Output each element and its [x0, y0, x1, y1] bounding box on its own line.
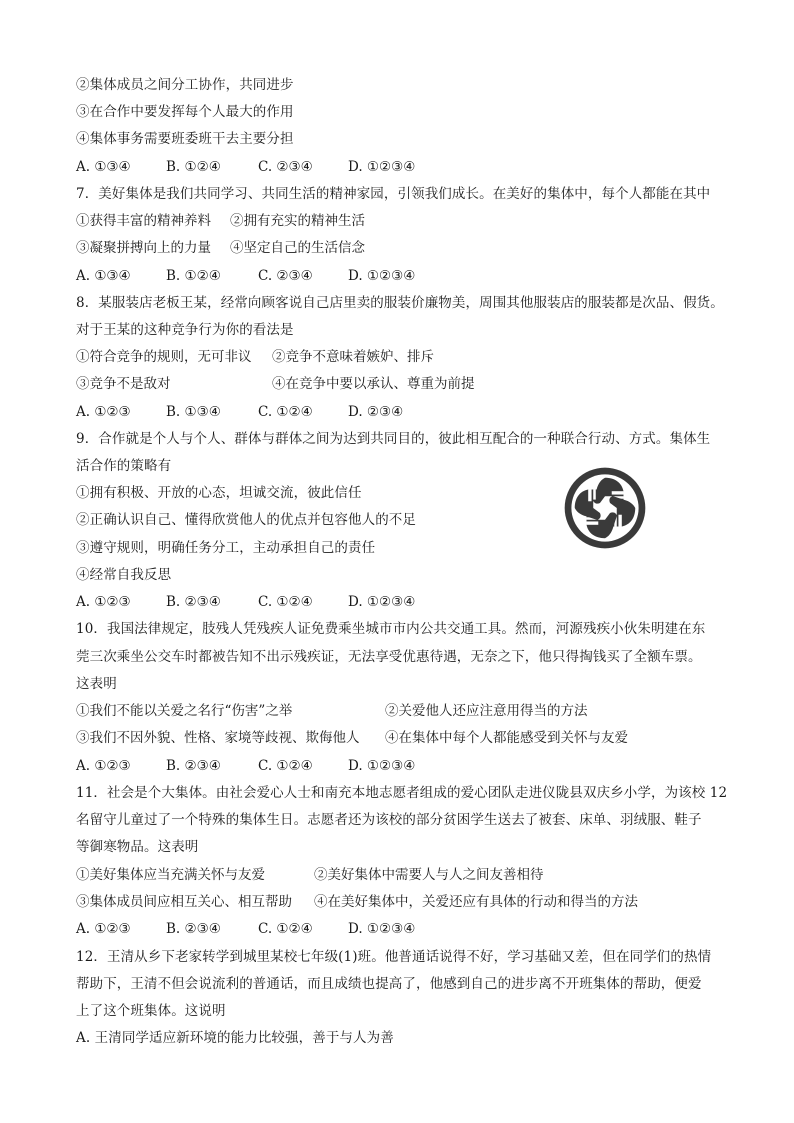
q7-stem: 7．美好集体是我们共同学习、共同生活的精神家园，引领我们成长。在美好的集体中，每个人都能在其中: [76, 186, 711, 202]
q10-option-d: D. ①②③④: [348, 758, 416, 774]
q9-stem-line-2: 活合作的策略有: [76, 458, 172, 474]
q11-stem-line-3: 等御寒物品。这表明: [76, 839, 199, 855]
q8-statement-4: ④在竞争中要以承认、尊重为前提: [272, 376, 475, 392]
q11-option-b: B. ②③④: [166, 921, 221, 937]
q8-statement-3: ③竞争不是敌对: [76, 376, 171, 392]
q10-option-c: C. ①②④: [258, 758, 313, 774]
q7-statement-2: ②拥有充实的精神生活: [230, 213, 365, 229]
q9-option-b: B. ②③④: [166, 594, 221, 610]
q10-statement-1: ①我们不能以关爱之名行“伤害”之举: [76, 703, 293, 719]
q7-option-d: D. ①②③④: [348, 268, 416, 284]
q9-stem-line-1: 9．合作就是个人与个人、群体与群体之间为达到共同目的，彼此相互配合的一种联合行动、方式。集体生: [76, 431, 711, 447]
q11-statement-4: ④在美好集体中，关爱还应有具体的行动和得当的方法: [314, 894, 638, 910]
q8-statement-1: ①符合竞争的规则，无可非议: [76, 349, 252, 365]
q10-stem-line-3: 这表明: [76, 676, 117, 692]
q10-stem-line-1: 10．我国法律规定，肢残人凭残疾人证免费乘坐城市市内公共交通工具。然而，河源残疾小伙朱明建在东: [76, 621, 706, 637]
q12-stem-line-1: 12．王清从乡下老家转学到城里某校七年级(1)班。他普通话说得不好，学习基础又差，但在同学们的热情: [76, 949, 712, 965]
q11-stem-line-2: 名留守儿童过了一个特殊的集体生日。志愿者还为该校的部分贫困学生送去了被套、床单、羽绒服、鞋子: [76, 812, 702, 828]
q8-stem-line-2: 对于王某的这种竞争行为你的看法是: [76, 322, 294, 338]
q12-option-a: A. 王清同学适应新环境的能力比较强，善于与人为善: [76, 1030, 394, 1046]
cooperation-hands-icon: [563, 466, 647, 550]
q7-option-c: C. ②③④: [258, 268, 313, 284]
q9-option-c: C. ①②④: [258, 594, 313, 610]
q10-stem-line-2: 莞三次乘坐公交车时都被告知不出示残疾证，无法享受优惠待遇，无奈之下，他只得掏钱买了全额车票。: [76, 649, 702, 665]
q10-statement-2: ②关爱他人还应注意用得当的方法: [385, 703, 588, 719]
q9-statement-4: ④经常自我反思: [76, 567, 172, 583]
q11-stem-line-1: 11．社会是个大集体。由社会爱心人士和南充本地志愿者组成的爱心团队走进仪陇县双庆乡小学，为该校 12: [76, 785, 728, 801]
q11-statement-2: ②美好集体中需要人与人之间友善相待: [314, 867, 544, 883]
q9-option-d: D. ①②③④: [348, 594, 416, 610]
q6-option-c: C. ②③④: [258, 159, 313, 175]
q7-statement-1: ①获得丰富的精神养料: [76, 213, 211, 229]
q6-option-a: A. ①③④: [76, 159, 131, 175]
q9-option-a: A. ①②③: [76, 594, 131, 610]
q8-stem-line-1: 8．某服装店老板王某，经常向顾客说自己店里卖的服装价廉物美，周围其他服装店的服装都是次品、假货。: [76, 295, 724, 311]
q11-option-d: D. ①②③④: [348, 921, 416, 937]
q6-statement-4: ④集体事务需要班委班干去主要分担: [76, 131, 294, 147]
q8-option-a: A. ①②③: [76, 404, 131, 420]
q9-statement-1: ①拥有积极、开放的心态，坦诚交流，彼此信任: [76, 485, 362, 501]
q11-statement-3: ③集体成员间应相互关心、相互帮助: [76, 894, 292, 910]
q6-statement-2: ②集体成员之间分工协作，共同进步: [76, 77, 294, 93]
q6-option-b: B. ①②④: [166, 159, 221, 175]
q6-statement-3: ③在合作中要发挥每个人最大的作用: [76, 104, 294, 120]
q8-statement-2: ②竞争不意味着嫉妒、排斥: [272, 349, 434, 365]
q8-option-c: C. ①②④: [258, 404, 313, 420]
q12-stem-line-3: 上了这个班集体。这说明: [76, 1003, 226, 1019]
q10-statement-3: ③我们不因外貌、性格、家境等歧视、欺侮他人: [76, 730, 360, 746]
q9-statement-2: ②正确认识自己、懂得欣赏他人的优点并包容他人的不足: [76, 512, 416, 528]
q8-option-b: B. ①③④: [166, 404, 221, 420]
q8-option-d: D. ②③④: [348, 404, 404, 420]
q11-option-c: C. ①②④: [258, 921, 313, 937]
q11-statement-1: ①美好集体应当充满关怀与友爱: [76, 867, 265, 883]
q11-option-a: A. ①②③: [76, 921, 131, 937]
q6-option-d: D. ①②③④: [348, 159, 416, 175]
q12-stem-line-2: 帮助下，王清不但会说流利的普通话，而且成绩也提高了，他感到自己的进步离不开班集体的帮助，便爱: [76, 976, 702, 992]
q9-statement-3: ③遵守规则，明确任务分工，主动承担自己的责任: [76, 540, 376, 556]
q10-statement-4: ④在集体中每个人都能感受到关怀与友爱: [385, 730, 628, 746]
q10-option-b: B. ②③④: [166, 758, 221, 774]
q10-option-a: A. ①②③: [76, 758, 131, 774]
q7-option-a: A. ①③④: [76, 268, 131, 284]
q7-option-b: B. ①②④: [166, 268, 221, 284]
q7-statement-3: ③凝聚拼搏向上的力量: [76, 240, 211, 256]
q7-statement-4: ④坚定自己的生活信念: [230, 240, 365, 256]
